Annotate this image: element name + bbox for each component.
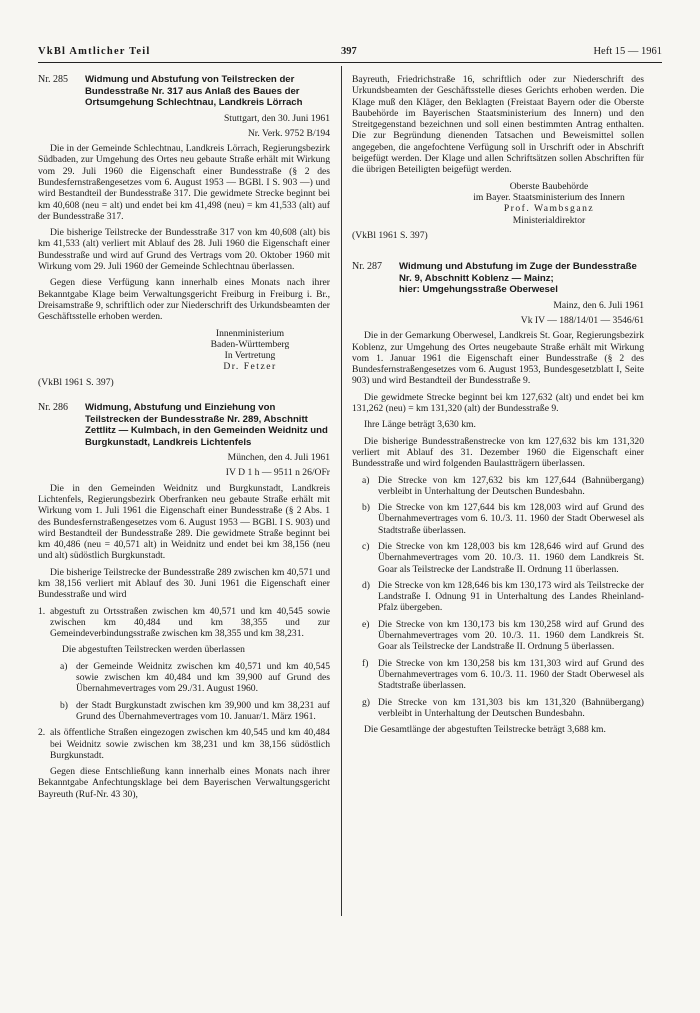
entry-286-signatory: Prof. Wambsganz [503,203,595,215]
entry-286-list-item: 2. als öffentliche Straßen eingezogen zwischen km 40,545 und km 40,484 bei Weidnitz sowie zwischen km 38,231 und km 38,156 südöstlich Burgkunstadt. [38,727,330,761]
entry-287-sub-item: d) Die Strecke von km 128,646 bis km 130,173 wird als Teilstrecke der Landstraße I. Odnung 91 in Unterhaltung des Landes Rheinland-Pfalz übergeben. [362,579,644,614]
column-divider [341,66,342,916]
entry-287-sub-item: a) Die Strecke von km 127,632 bis km 127,644 (Bahnübergang) verbleibt in Unterhaltung der Deutschen Bundesbahn. [362,474,644,497]
entry-286-paragraph: Die in den Gemeinden Weidnitz und Burgkunstadt, Landkreis Lichtenfels, Regierungsbezirk Oberfranken neu gebaute Straße erhält mit Wirkung vom 1. Juli 1961 die Eigenschaft einer Bundesstraße (§ 2 Abs. 1 des Bundesfernstraßengesetzes vom 6. August 1953 — BGBl. I S. 903) und wird Bestandteil der Bundesstraße 289. Die gewidmete Straße beginnt bei km 40,486 (neu = 40,571 alt) in Weidnitz und endet bei km 38,156 (neu und alt) südöstlich Burgkunstadt. [38,482,330,562]
entry-287-sub-item: g) Die Strecke von km 131,303 bis km 131,320 (Bahnübergang) verbleibt in Unterhaltung der Deutschen Bundesbahn. [362,696,644,719]
entry-287-paragraph: Die gewidmete Strecke beginnt bei km 127,632 (alt) und endet bei km 131,262 (neu) = km 131,320 (alt) der Bundesstraße 9. [352,391,644,415]
entry-286-paragraph-continued: Bayreuth, Friedrichstraße 16, schriftlich oder zur Niederschrift des Urkundsbeamten der Geschäftsstelle dieses Gerichts erhoben werden. Die Klage muß den Kläger, den Beklagten (Freistaat Bayern oder die Oberste Baubehörde im Bayerischen Staatsministerium des Innern) und den Streitgegenstand bezeichnen und soll einen bestimmten Antrag enthalten. Die zur Begründung dienenden Tatsachen und Beweismittel sollen angegeben, die angefochtene Verfügung soll in Urschrift oder in Abschrift beigefügt werden. Der Klage und allen Schriftsätzen sollen Abschriften für die übrigen Beteiligten beigefügt werden. [352,74,644,176]
entry-287-title: Widmung und Abstufung im Zuge der Bundesstraße Nr. 9, Abschnitt Koblenz — Mainz; [399,261,637,284]
right-column [352,74,644,740]
left-column [38,74,330,805]
entry-285-signature-line: In Vertretung [224,350,276,362]
entry-287-paragraph: Die Gesamtlänge der abgestuften Teilstrecke beträgt 3,688 km. [364,724,606,736]
page-header [38,44,662,63]
entry-286-title: Widmung, Abstufung und Einziehung von Teilstrecken der Bundesstraße Nr. 289, Abschnitt Zettlitz — Kulmbach, in den Gemeinden Weidnitz und Burgkunstadt, Landkreis Lichtenfels [85,402,328,448]
entry-285-reference-number: Nr. Verk. 9752 B/194 [247,127,330,139]
entry-285-paragraph: Die in der Gemeinde Schlechtnau, Landkreis Lörrach, Regierungsbezirk Südbaden, zur Umgehung des Ortes neu gebaute Straße erhält mit Wirkung vom 29. Juli 1960 die Eigenschaft einer Bundesstraße (§ 2 des Bundesfernstraßengesetzes vom 6. August 1953 — BGBl. I S. 903 —) und wird Bestandteil der Bundesstraße 317. Die gewidmete Strecke beginnt bei km 40,608 (neu = alt) und endet bei km 41,498 (neu) = km 41,533 (alt) auf der Bundesstraße 317. [38,143,330,222]
entry-286-signature-line: Oberste Baubehörde [509,180,589,192]
entry-286-sub-item: a) der Gemeinde Weidnitz zwischen km 40,571 und km 40,545 sowie zwischen km 40,484 und km 39,900 auf Grund des Übernahmevertrages vom 29./31. August 1960. [60,660,330,695]
entry-286-signature-line: Ministerialdirektor [512,214,586,226]
entry-286-sub-item: b) der Stadt Burgkunstadt zwischen km 39,900 und km 38,231 auf Grund des Übernahmevertrages vom 10. Januar/1. März 1961. [60,699,330,722]
entry-286-paragraph: Gegen diese Entschließung kann innerhalb eines Monats nach ihrer Bekanntgabe Anfechtungsklage bei dem Bayerischen Verwaltungsgericht Bayreuth (Ruf-Nr. 43 30), [38,766,330,800]
entry-285-paragraph: Gegen diese Verfügung kann innerhalb eines Monats nach ihrer Bekanntgabe Klage beim Verwaltungsgericht Freiburg in Freiburg i. Br., Dreisamstraße 9, schriftlich oder zur Niederschrift des Urkundsbeamten der Geschäftsstelle erhoben werden. [38,277,330,323]
entry-287-reference-number: Vk IV — 188/14/01 — 3546/61 [520,314,644,326]
entry-285-citation: (VkBl 1961 S. 397) [38,376,114,388]
entry-287-sub-item: e) Die Strecke von km 130,173 bis km 130,258 wird auf Grund des Übernahmevertrages vom 20. 10./3. 11. 1960 dem Landkreis St. Goar als Teilstrecke der Landstraße II. Ordnung 5 überlassen. [362,618,644,653]
entry-285-signature-line: Innenministerium [215,327,285,339]
entry-285-title: Widmung und Abstufung von Teilstrecken der Bundesstraße Nr. 317 aus Anlaß des Baues der Ortsumgehung Schlechtnau, Landkreis Lörrach [85,74,303,108]
issue-label: Heft 15 — 1961 [593,46,662,57]
entry-286-date: München, den 4. Juli 1961 [227,452,330,464]
entry-285-heading [38,74,330,109]
entry-285-signature-line: Baden-Württemberg [210,338,290,350]
entry-287-subtitle: hier: Umgehungsstraße Oberwesel [399,284,558,296]
entry-287-paragraph: Ihre Länge beträgt 3,630 km. [364,419,476,431]
entry-287-sub-item: c) Die Strecke von km 128,003 bis km 128,646 wird auf Grund des Übernahmevertrages vom 20. 10./3. 11. 1960 dem Landkreis St. Goar als Teilstrecke der Landstraße II. Ordnung 11 überlassen. [362,541,644,575]
journal-title: VkBl Amtlicher Teil [38,46,151,57]
entry-287-paragraph: Die bisherige Bundesstraßenstrecke von km 127,632 bis km 131,320 verliert mit Ablauf des 31. Dezember 1960 die Eigenschaft einer Bundesstraße und wird folgenden Baulastträgern überlassen. [352,435,644,470]
entry-286-signature-line: im Bayer. Staatsministerium des Innern [473,191,625,203]
entry-286-citation: (VkBl 1961 S. 397) [352,229,428,241]
entry-287-paragraph: Die in der Gemarkung Oberwesel, Landkreis St. Goar, Regierungsbezirk Koblenz, zur Umgehung des Ortes neugebaute Straße erhält mit Wirkung vom 1. Januar 1961 die Eigenschaft einer Bundesstraße (§ 2 des Bundesfernstraßengesetzes vom 6. August 1953, Bundesgesetzblatt I, Seite 903) und wird Bestandteil der Bundesstraße 9. [352,330,644,387]
page-number: 397 [341,46,357,57]
entry-286-paragraph: Die abgestuften Teilstrecken werden überlassen [62,644,245,656]
entry-287-sub-item: b) Die Strecke von km 127,644 bis km 128,003 wird auf Grund des Übernahmevertrages vom 6. 10./3. 11. 1960 der Stadt Oberwesel als Stadtstraße überlassen. [362,502,644,536]
entry-286-paragraph: Die bisherige Teilstrecke der Bundesstraße 289 zwischen km 40,571 und km 38,156 verliert mit Ablauf des 30. Juni 1961 die Eigenschaft einer Bundesstraße und wird [38,566,330,601]
entry-285-paragraph: Die bisherige Teilstrecke der Bundesstraße 317 von km 40,608 (alt) bis km 41,533 (alt) verliert mit Ablauf des 28. Juli 1960 die Eigenschaft einer Bundesstraße und wird auf Grund des Vertrags vom 20. Oktober 1960 mit Wirkung vom 29. Juli 1960 der Gemeinde Schlechtnau überlassen. [38,227,330,273]
entry-285-signatory: Dr. Fetzer [223,361,277,373]
entry-287-heading [352,261,644,296]
entry-285-date: Stuttgart, den 30. Juni 1961 [223,112,330,124]
entry-287-date: Mainz, den 6. Juli 1961 [553,299,644,311]
entry-286-reference-number: IV D 1 h — 9511 n 26/OFr [225,467,330,479]
entry-285-number: Nr. 285 [38,74,68,85]
entry-286-heading [38,402,330,448]
entry-287-number: Nr. 287 [352,261,382,273]
entry-287-sub-item: f) Die Strecke von km 130,258 bis km 131,303 wird auf Grund des Übernahmevertrages vom 6. 10./3. 11. 1960 der Stadt Oberwesel als Stadtstraße überlassen. [362,657,644,692]
entry-286-list-item: 1. abgestuft zu Ortsstraßen zwischen km 40,571 und km 40,545 sowie zwischen km 40,484 und km 38,355 und zur Gemeindeverbindungsstraße zwischen km 38,355 und km 38,231. [38,605,330,640]
entry-286-number: Nr. 286 [38,402,68,414]
